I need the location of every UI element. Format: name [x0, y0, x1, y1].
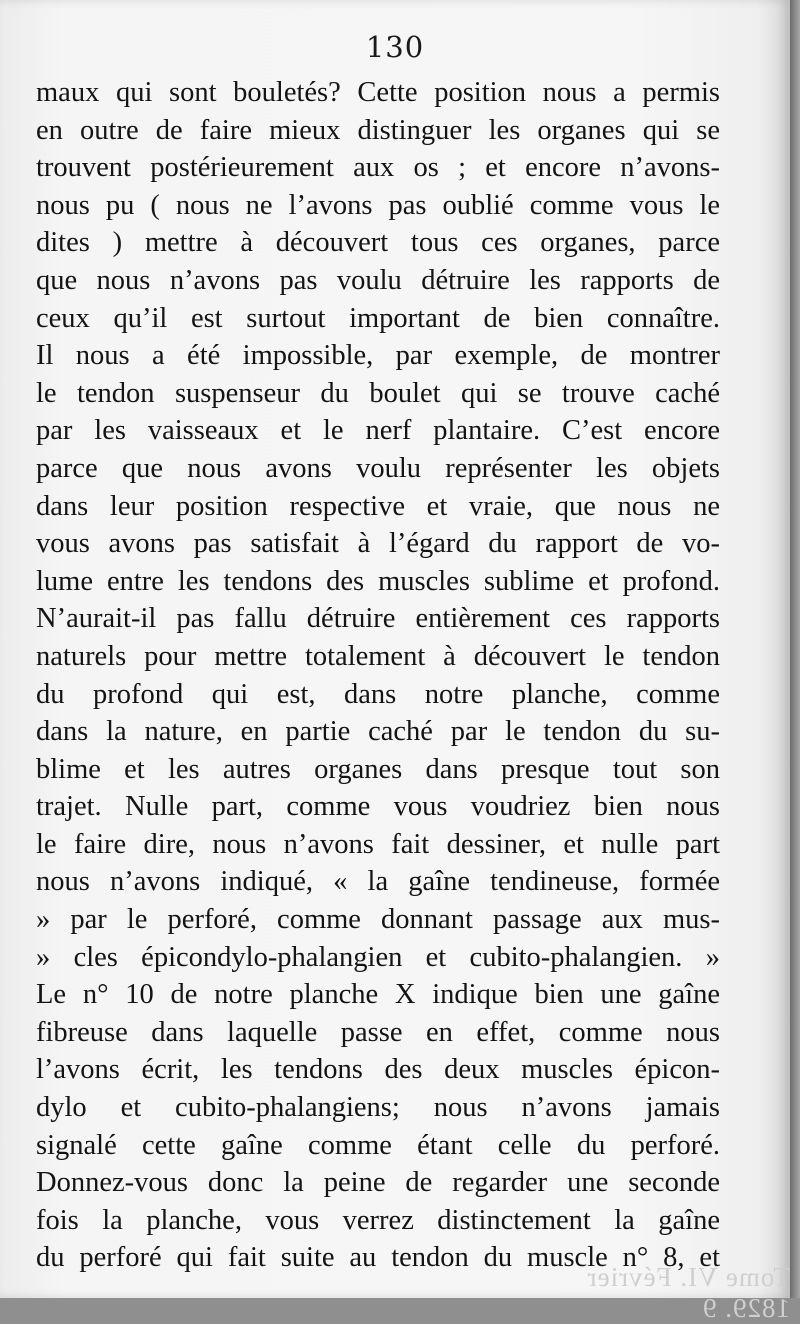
text-line: Donnez-vous donc la peine de regarder une seconde	[36, 1167, 720, 1199]
text-line: par les vaisseaux et le nerf plantaire. C’est encore	[36, 415, 720, 447]
text-line: dans la nature, en partie caché par le tendon du su-	[36, 716, 720, 748]
text-line: du perforé qui fait suite au tendon du muscle n° 8, et	[36, 1242, 720, 1274]
text-line: fois la planche, vous verrez distinctement la gaîne	[36, 1204, 720, 1236]
text-line: trajet. Nulle part, comme vous voudriez bien nous	[36, 791, 720, 823]
text-line: en outre de faire mieux distinguer les organes qui se	[36, 114, 720, 146]
text-line: N’aurait-il pas fallu détruire entièrement ces rapports	[36, 603, 720, 635]
text-line: naturels pour mettre totalement à découvert le tendon	[36, 640, 720, 672]
text-line: vous avons pas satisfait à l’égard du rapport de vo-	[36, 528, 720, 560]
text-line: lume entre les tendons des muscles sublime et profond.	[36, 565, 720, 597]
page-number: 130	[365, 30, 425, 64]
text-line: maux qui sont bouletés? Cette position nous a permis	[36, 77, 720, 108]
text-line: nous pu ( nous ne l’avons pas oublié comme vous le	[36, 189, 720, 221]
text-line: dylo et cubito-phalangiens; nous n’avons jamais	[36, 1092, 720, 1124]
text-line: signalé cette gaîne comme étant celle du perforé.	[36, 1129, 720, 1161]
text-line: que nous n’avons pas voulu détruire les rapports de	[36, 264, 720, 296]
text-line: le faire dire, nous n’avons fait dessiner, et nulle part	[36, 828, 720, 860]
text-line: nous n’avons indiqué, « la gaîne tendineuse, formée	[36, 866, 720, 898]
text-line: » cles épicondylo-phalangien et cubito-phalangien. »	[36, 941, 720, 973]
text-line: dans leur position respective et vraie, que nous ne	[36, 490, 720, 522]
text-line: du profond qui est, dans notre planche, comme	[36, 678, 720, 710]
text-line: Le n° 10 de notre planche X indique bien une gaîne	[36, 979, 720, 1011]
text-line: trouvent postérieurement aux os ; et encore n’avons-	[36, 152, 720, 184]
text-line: dites ) mettre à découvert tous ces organes, parce	[36, 227, 720, 259]
text-line: le tendon suspenseur du boulet qui se trouve caché	[36, 377, 720, 409]
text-line: blime et les autres organes dans presque tout son	[36, 753, 720, 785]
show-through-text: Tome VI. Février 1829. 9	[586, 1262, 790, 1323]
text-line: parce que nous avons voulu représenter les objets	[36, 452, 720, 484]
text-line: ceux qu’il est surtout important de bien connaître.	[36, 302, 720, 334]
body-text	[36, 74, 720, 1277]
text-line: » par le perforé, comme donnant passage aux mus-	[36, 904, 720, 936]
page-edge	[790, 0, 800, 1298]
text-line: fibreuse dans laquelle passe en effet, comme nous	[36, 1016, 720, 1048]
text-line: l’avons écrit, les tendons des deux muscles épicon-	[36, 1054, 720, 1086]
text-line: Il nous a été impossible, par exemple, de montrer	[36, 340, 720, 372]
